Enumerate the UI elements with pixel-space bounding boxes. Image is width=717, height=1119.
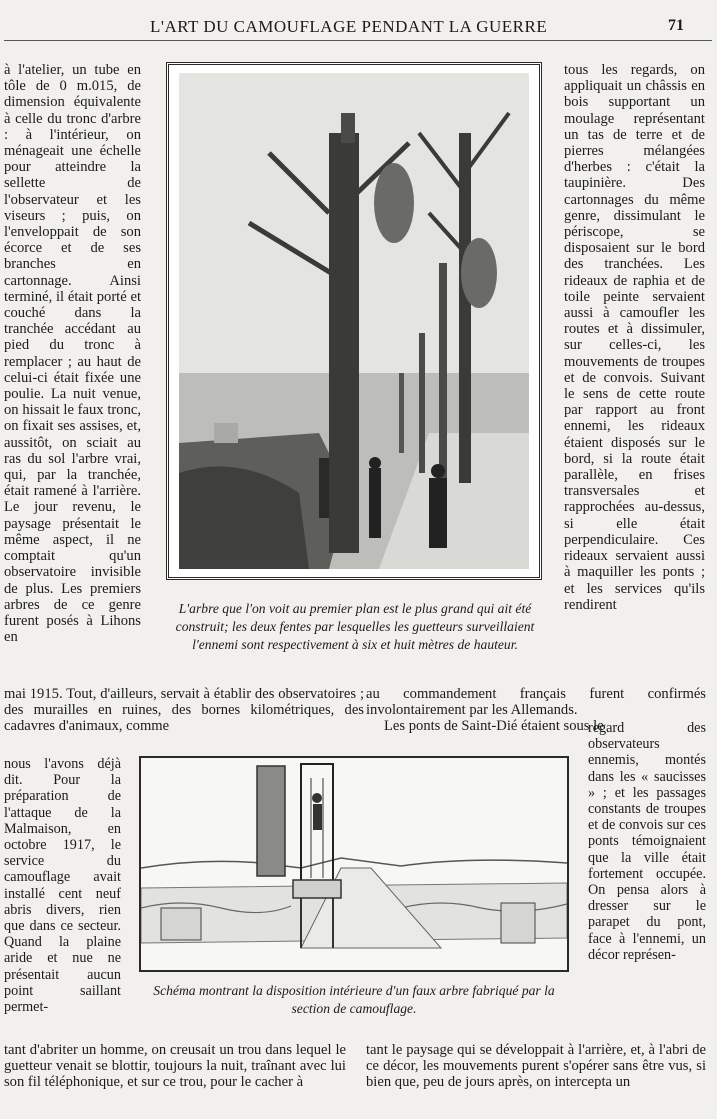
tree-photo: [179, 73, 529, 569]
photo-caption: L'arbre que l'on voit au premier plan est le plus grand qui ait été construit; les deux fentes par lesquelles les guetteurs surveillaient l'ennemi sont respectivement à six et huit mètres de hauteur.: [175, 601, 535, 652]
mid-left-paragraph: [4, 686, 364, 752]
bottom-left-text: tant d'abriter un homme, on creusait un trou dans lequel le guetteur venait se blottir, toujours la nuit, traînant avec lui son fil téléphonique, et sur ce trou, pour le cacher à: [4, 1042, 346, 1091]
right-column-text: tous les regards, on appliquait un châssis en bois supportant un moulage représentant un tas de terre et de pierres mélangées d'herbes : c'était la taupinière. Des cartonnages du même genre, dissimulant le périscope, se disposaient sur le bord des tranchées. Les rideaux de raphia et de toile peinte servaient aussi à camoufler les routes et à dissimuler, sur celles-ci, les mouvements de troupes et de convois. Suivant le sens de cette route par rapport au front ennemi, les rideaux étaient disposés sur le bord, si la route était parallèle, en frises transversales et rapprochées au-dessus, si elle était perpendiculaire. Ces rideaux servaient aussi à maquiller les ponts ; et les services qu'ils rendirent: [564, 62, 705, 613]
page-number: 71: [668, 17, 684, 34]
bottom-left-paragraph: [4, 1042, 346, 1114]
running-title: L'ART DU CAMOUFLAGE PENDANT LA GUERRE: [150, 17, 548, 36]
sketch-frame: [139, 756, 569, 972]
header-rule: [4, 40, 712, 41]
left-narrow-text: nous l'avons déjà dit. Pour la préparation de l'attaque de la Malmaison, en octobre 1917, le service du camouflage avait installé cent neuf abris divers, rien que dans ce secteur. Quand la plaine aride et nue ne présentait aucun point saillant permet-: [4, 756, 121, 1016]
left-column-text: à l'atelier, un tube en tôle de 0 m.015, de dimension équivalente à celle du tronc d'arbre : à l'intérieur, on ménageait une échelle pour atteindre la sellette de l'observateur et les viseurs ; puis, on l'enveloppait de son écorce et de ses branches en cartonnage. Ainsi terminé, il était porté et couché dans la tranchée accédant au pied du tronc à remplacer ; au haut de celui-ci était fixée une poulie. La nuit venue, on hissait le faux tronc, on fixait ses assises, et, aussitôt, on sciait au ras du sol l'arbre vrai, qui, par la tranchée, était ramené à l'arrière. Le jour revenu, le paysage présentait le même aspect, il ne comptait qu'un observatoire invisible de plus. Les premiers arbres de ce genre furent posés à Lihons en: [4, 62, 141, 646]
tree-photo-frame: [166, 62, 542, 580]
bottom-right-text: tant le paysage qui se développait à l'arrière, et, à l'abri de ce décor, les mouvements purent s'opérer sans être vus, si bien que, peu de jours après, on intercepta un: [366, 1042, 706, 1091]
sketch-caption: Schéma montrant la disposition intérieure d'un faux arbre fabriqué par la section de camouflage.: [153, 983, 555, 1016]
mid-right-text-2: Les ponts de Saint-Dié étaient sous le: [384, 718, 604, 735]
left-narrow-column: [4, 756, 121, 1038]
running-header: [0, 14, 717, 40]
mid-right-text-1: au commandement français furent confirmés involontairement par les Allemands.: [366, 686, 706, 719]
false-tree-sketch: [141, 758, 567, 970]
right-column: [564, 62, 705, 702]
left-column: [4, 62, 141, 682]
right-narrow-column: [588, 720, 706, 1042]
mid-left-text: mai 1915. Tout, d'ailleurs, servait à établir des observatoires ; des murailles en ruines, des bornes kilométriques, des cadavres d'animaux, comme: [4, 686, 364, 735]
bottom-right-paragraph: [366, 1042, 706, 1114]
right-narrow-text: regard des observateurs ennemis, montés dans les « saucisses » ; et les passages constants de troupes et de convois sur ces ponts témoignaient que la ville était fortement occupée. On pensa alors à dresser sur le parapet du pont, face à l'ennemi, un décor représen-: [588, 720, 706, 963]
